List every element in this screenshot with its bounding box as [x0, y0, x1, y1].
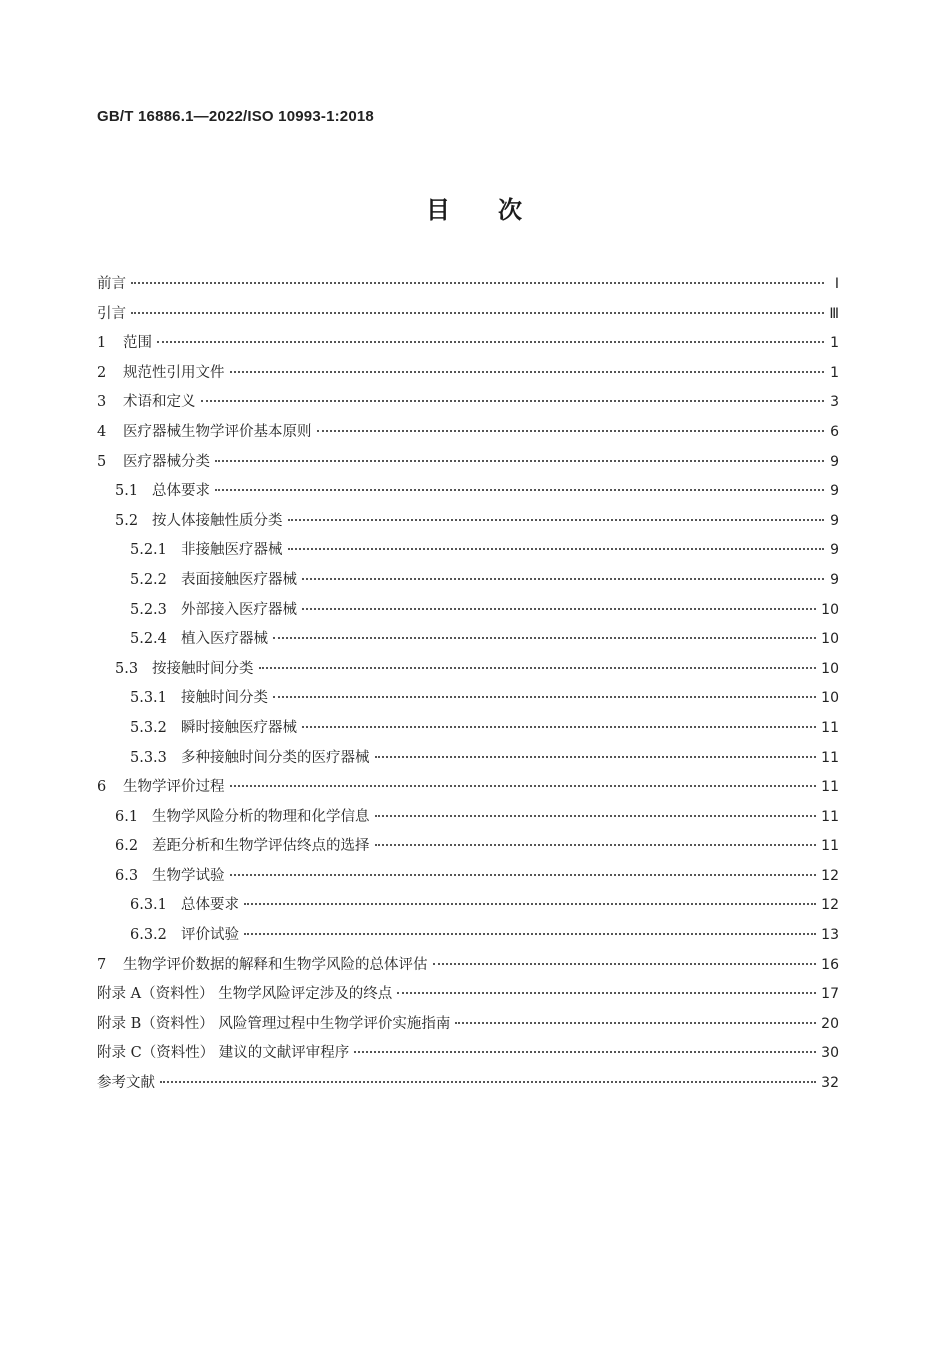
- toc-entry[interactable]: [97, 980, 839, 1010]
- dot-leader: [259, 667, 817, 669]
- title-char-2: 次: [498, 196, 524, 224]
- toc-entry[interactable]: [97, 329, 839, 359]
- toc-entry-page: 10: [821, 631, 839, 648]
- toc-entry[interactable]: [97, 477, 839, 507]
- toc-entry-page: 11: [821, 719, 839, 736]
- dot-leader: [354, 1051, 816, 1053]
- toc-entry[interactable]: [97, 684, 839, 714]
- toc-entry-number: 6.3.2: [130, 927, 167, 944]
- toc-entry-title: 医疗器械生物学评价基本原则: [123, 423, 312, 440]
- toc-entry-page: 20: [821, 1015, 839, 1032]
- toc-entry[interactable]: [97, 448, 839, 478]
- dot-leader: [397, 992, 816, 994]
- toc-entry-label: [130, 596, 297, 626]
- toc-entry-page: 11: [821, 779, 839, 796]
- toc-entry-number: 5.2.4: [130, 631, 167, 648]
- toc-entry-title: 按人体接触性质分类: [152, 512, 283, 529]
- toc-entry-label: [97, 448, 210, 478]
- toc-entry-title: 植入医疗器械: [181, 631, 268, 648]
- toc-entry[interactable]: [97, 1010, 839, 1040]
- toc-entry-label: [97, 270, 126, 300]
- toc-entry-label: [97, 1039, 349, 1069]
- toc-entry-label: [130, 744, 370, 774]
- toc-entry-page: 10: [821, 690, 839, 707]
- toc-entry-label: [97, 359, 225, 389]
- toc-entry-title: 按接触时间分类: [152, 660, 254, 677]
- toc-entry-label: [115, 862, 225, 892]
- dot-leader: [244, 903, 816, 905]
- toc-entry-title: 术语和定义: [123, 394, 196, 411]
- toc-entry-number: 6.3: [115, 867, 139, 884]
- toc-entry-label: [115, 507, 283, 537]
- toc-entry-title: 差距分析和生物学评估终点的选择: [152, 838, 370, 855]
- dot-leader: [230, 785, 817, 787]
- toc-entry[interactable]: [97, 862, 839, 892]
- toc-entry-title: 范围: [123, 335, 152, 352]
- document-code-header: GB/T 16886.1—2022/ISO 10993-1:2018: [97, 108, 374, 125]
- table-of-contents: [97, 270, 839, 1099]
- toc-entry-number: 4: [97, 423, 107, 440]
- toc-entry-label: [130, 536, 283, 566]
- dot-leader: [302, 726, 816, 728]
- toc-entry-title: 总体要求: [152, 483, 210, 500]
- toc-entry-label: [97, 1010, 450, 1040]
- toc-entry[interactable]: [97, 1039, 839, 1069]
- toc-entry-label: [115, 832, 370, 862]
- toc-entry-title: 非接触医疗器械: [181, 542, 283, 559]
- dot-leader: [160, 1081, 816, 1083]
- toc-entry[interactable]: [97, 832, 839, 862]
- toc-entry[interactable]: [97, 270, 839, 300]
- dot-leader: [288, 519, 825, 521]
- toc-entry-label: [130, 566, 297, 596]
- toc-entry-title: 参考文献: [97, 1075, 155, 1092]
- toc-entry-title: 外部接入医疗器械: [181, 601, 297, 618]
- toc-entry-page: 1: [830, 335, 839, 352]
- toc-entry-page: 11: [821, 808, 839, 825]
- toc-entry-number: 5.2: [115, 512, 139, 529]
- toc-entry-page: Ⅰ: [834, 276, 839, 292]
- toc-entry-page: 12: [821, 897, 839, 914]
- dot-leader: [244, 933, 816, 935]
- toc-entry-number: 5.2.1: [130, 542, 167, 559]
- page-title: [0, 190, 950, 225]
- toc-entry[interactable]: [97, 891, 839, 921]
- toc-entry-page: 9: [830, 571, 839, 588]
- toc-entry-page: 11: [821, 749, 839, 766]
- toc-entry-title: 多种接触时间分类的医疗器械: [181, 749, 370, 766]
- toc-entry-label: [130, 891, 239, 921]
- toc-entry-title: 引言: [97, 305, 126, 322]
- toc-entry-number: 3: [97, 394, 107, 411]
- toc-entry-number: 5.3: [115, 660, 139, 677]
- toc-entry[interactable]: [97, 359, 839, 389]
- toc-entry[interactable]: [97, 418, 839, 448]
- toc-entry-title: 生物学评价数据的解释和生物学风险的总体评估: [123, 956, 428, 973]
- toc-entry-page: 30: [821, 1045, 839, 1062]
- toc-entry-title: 附录 A（资料性） 生物学风险评定涉及的终点: [97, 986, 393, 1003]
- toc-entry-number: 6.3.1: [130, 897, 167, 914]
- toc-entry-label: [115, 803, 370, 833]
- toc-entry[interactable]: [97, 951, 839, 981]
- toc-entry-title: 接触时间分类: [181, 690, 268, 707]
- toc-entry-page: 9: [830, 483, 839, 500]
- toc-entry-page: 9: [830, 542, 839, 559]
- toc-entry[interactable]: [97, 566, 839, 596]
- toc-entry-page: 6: [830, 423, 839, 440]
- toc-entry-title: 表面接触医疗器械: [181, 571, 297, 588]
- toc-entry-label: [97, 773, 225, 803]
- toc-entry-title: 规范性引用文件: [123, 364, 225, 381]
- toc-entry[interactable]: [97, 596, 839, 626]
- toc-entry-number: 5.3.3: [130, 749, 167, 766]
- toc-entry-title: 生物学试验: [152, 867, 225, 884]
- toc-entry-number: 1: [97, 335, 107, 352]
- toc-entry-page: 32: [821, 1075, 839, 1092]
- dot-leader: [455, 1022, 816, 1024]
- toc-entry-page: Ⅲ: [829, 305, 839, 322]
- toc-entry-label: [97, 418, 312, 448]
- toc-entry[interactable]: [97, 744, 839, 774]
- toc-entry-title: 瞬时接触医疗器械: [181, 719, 297, 736]
- toc-entry-page: 11: [821, 838, 839, 855]
- dot-leader: [317, 430, 825, 432]
- dot-leader: [131, 282, 824, 284]
- toc-entry-number: 5: [97, 453, 107, 470]
- toc-entry-label: [130, 625, 268, 655]
- toc-entry[interactable]: [97, 773, 839, 803]
- toc-entry-label: [130, 684, 268, 714]
- dot-leader: [288, 548, 825, 550]
- toc-entry-number: 5.2.2: [130, 571, 167, 588]
- title-char-1: 目: [426, 196, 452, 224]
- toc-entry-title: 评价试验: [181, 927, 239, 944]
- toc-entry-page: 17: [821, 986, 839, 1003]
- toc-entry-number: 5.3.2: [130, 719, 167, 736]
- dot-leader: [302, 578, 824, 580]
- dot-leader: [302, 608, 816, 610]
- toc-entry-label: [97, 329, 152, 359]
- toc-entry-label: [97, 951, 428, 981]
- toc-entry-number: 7: [97, 956, 107, 973]
- dot-leader: [433, 963, 817, 965]
- toc-entry-number: 5.1: [115, 483, 139, 500]
- toc-entry-page: 13: [821, 927, 839, 944]
- toc-entry-label: [97, 300, 126, 330]
- toc-entry-title: 生物学风险分析的物理和化学信息: [152, 808, 370, 825]
- toc-entry-page: 1: [830, 364, 839, 381]
- dot-leader: [215, 460, 824, 462]
- toc-entry-label: [97, 388, 196, 418]
- toc-entry-title: 总体要求: [181, 897, 239, 914]
- toc-entry-label: [115, 477, 210, 507]
- dot-leader: [131, 312, 824, 314]
- toc-entry-number: 6.2: [115, 838, 139, 855]
- toc-entry-title: 前言: [97, 276, 126, 292]
- toc-entry[interactable]: [97, 536, 839, 566]
- toc-entry-number: 2: [97, 364, 107, 381]
- dot-leader: [215, 489, 824, 491]
- toc-entry[interactable]: [97, 388, 839, 418]
- toc-entry-number: 6: [97, 779, 107, 796]
- dot-leader: [201, 400, 825, 402]
- toc-entry[interactable]: [97, 300, 839, 330]
- toc-entry-page: 3: [830, 394, 839, 411]
- toc-entry-title: 附录 B（资料性） 风险管理过程中生物学评价实施指南: [97, 1015, 451, 1032]
- toc-entry-title: 附录 C（资料性） 建议的文献评审程序: [97, 1045, 350, 1062]
- toc-entry[interactable]: [97, 1069, 839, 1099]
- dot-leader: [157, 341, 824, 343]
- toc-entry-label: [130, 921, 239, 951]
- toc-entry-page: 16: [821, 956, 839, 973]
- toc-entry[interactable]: [97, 921, 839, 951]
- toc-entry[interactable]: [97, 714, 839, 744]
- toc-entry-page: 9: [830, 512, 839, 529]
- toc-entry-page: 9: [830, 453, 839, 470]
- toc-entry-label: [115, 655, 254, 685]
- toc-entry-title: 生物学评价过程: [123, 779, 225, 796]
- toc-entry[interactable]: [97, 625, 839, 655]
- dot-leader: [375, 815, 817, 817]
- dot-leader: [230, 371, 825, 373]
- dot-leader: [375, 844, 817, 846]
- toc-entry-page: 10: [821, 660, 839, 677]
- toc-entry-label: [97, 980, 392, 1010]
- toc-entry-label: [97, 1069, 155, 1099]
- dot-leader: [273, 637, 816, 639]
- toc-entry[interactable]: [97, 803, 839, 833]
- toc-entry[interactable]: [97, 507, 839, 537]
- dot-leader: [230, 874, 817, 876]
- toc-entry-number: 6.1: [115, 808, 139, 825]
- dot-leader: [273, 696, 816, 698]
- toc-entry-number: 5.2.3: [130, 601, 167, 618]
- toc-entry-page: 12: [821, 867, 839, 884]
- dot-leader: [375, 756, 817, 758]
- toc-entry[interactable]: [97, 655, 839, 685]
- toc-entry-number: 5.3.1: [130, 690, 167, 707]
- toc-entry-page: 10: [821, 601, 839, 618]
- toc-entry-title: 医疗器械分类: [123, 453, 210, 470]
- toc-entry-label: [130, 714, 297, 744]
